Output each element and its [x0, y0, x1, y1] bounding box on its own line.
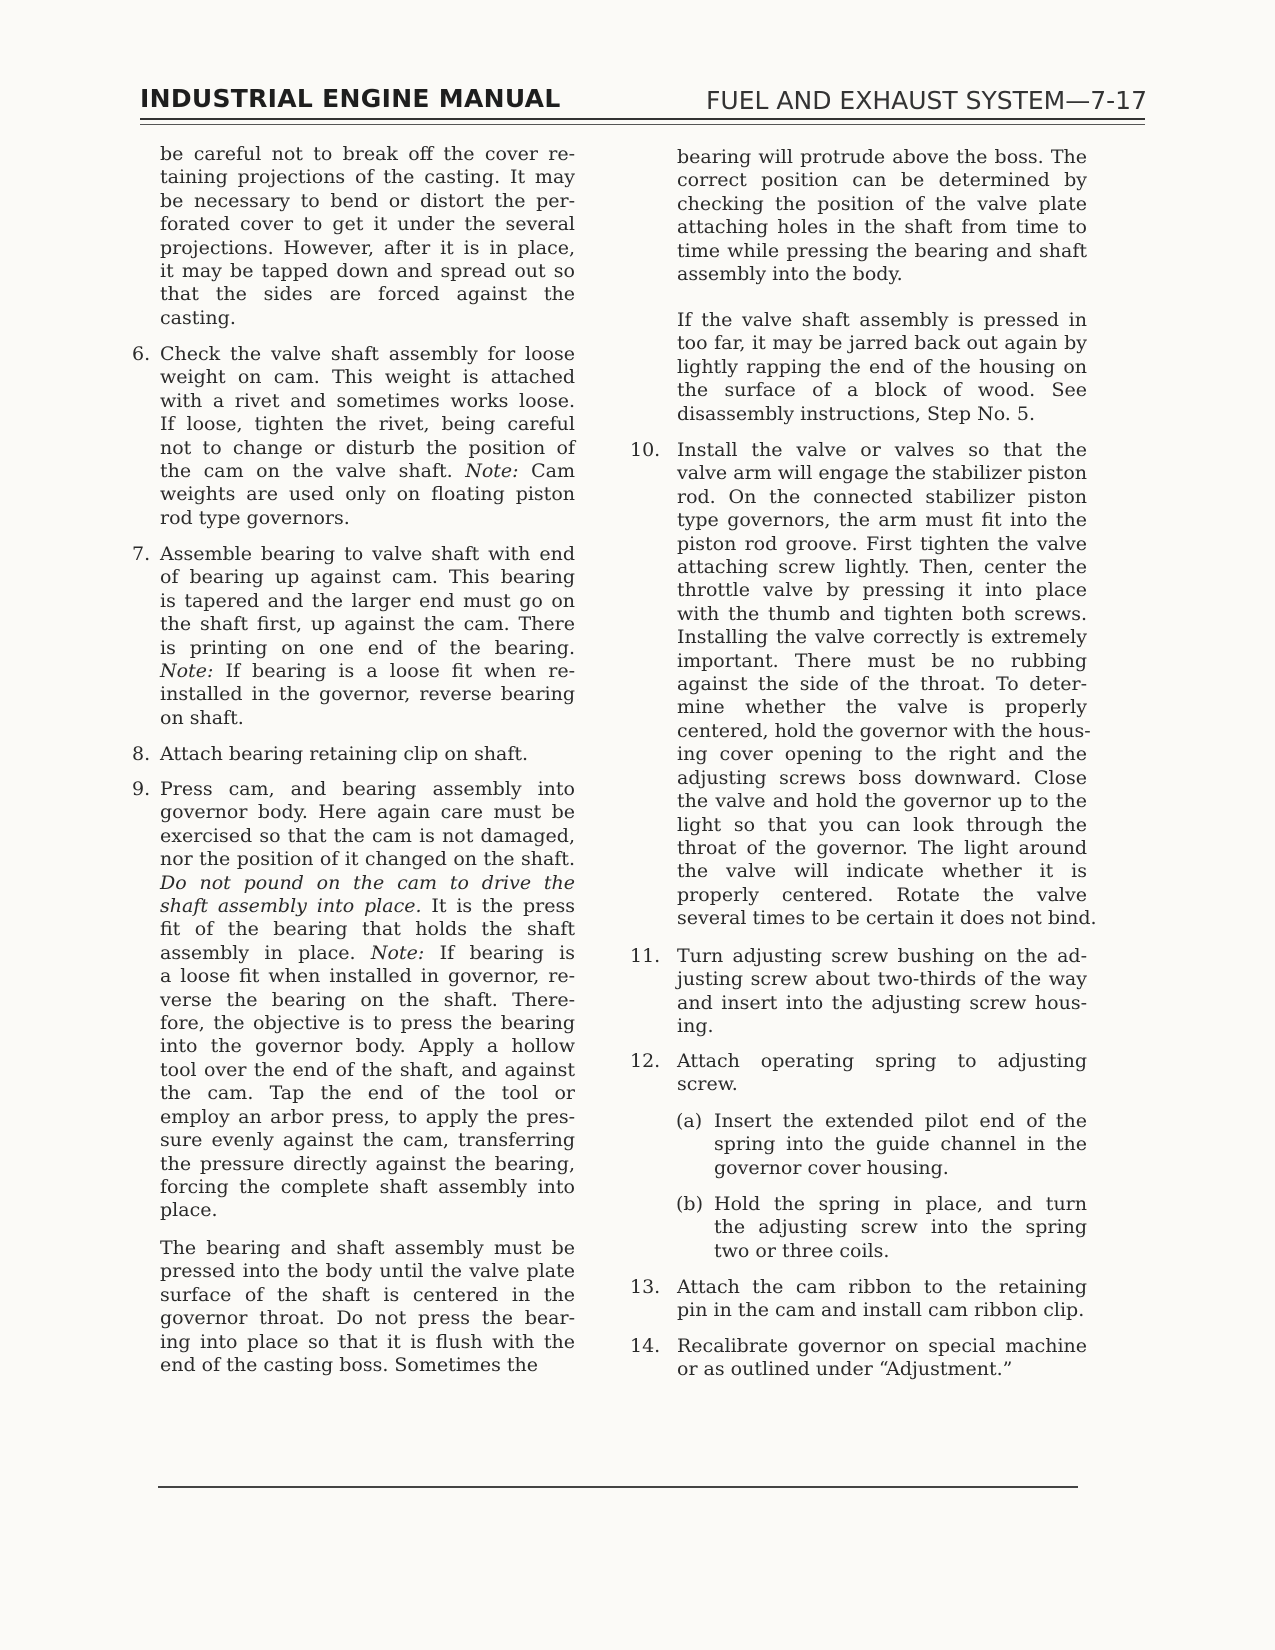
text-line: the pressure directly against the bearing, [160, 1152, 575, 1175]
text-line: weight on cam. This weight is attached [160, 366, 575, 389]
text-line: too far, it may be jarred back out again by [677, 332, 1087, 355]
step-number: 6. [132, 343, 151, 365]
text-line: Check the valve shaft assembly for loose [160, 343, 575, 365]
numbered-step [630, 945, 1087, 1039]
text-line: nor the position of it changed on the shaft. [160, 848, 575, 871]
paragraph [160, 1237, 575, 1377]
text-line: a loose fit when installed in governor, re- [160, 965, 575, 988]
text-line: Attach operating spring to adjusting [677, 1050, 1087, 1072]
text-line: Assemble bearing to valve shaft with end [160, 543, 575, 565]
italic-text: Note: [370, 941, 425, 964]
text-line: lightly rapping the end of the housing on [677, 355, 1087, 378]
text-line: rod type governors. [160, 506, 350, 529]
text-line: If loose, tighten the rivet, being careful [160, 413, 575, 436]
text-line: that the sides are forced against the [160, 283, 575, 306]
text-line: adjusting screws boss downward. Close [677, 766, 1087, 789]
text-line: taining projections of the casting. It may [160, 166, 575, 189]
text-line: into the governor body. Apply a hollow [160, 1035, 575, 1058]
step-number: (b) [676, 1193, 703, 1215]
text-line: Attach the cam ribbon to the retaining [677, 1276, 1087, 1298]
text-line: Note: If bearing is a loose fit when re- [160, 660, 575, 683]
text-line: fore, the objective is to press the bearing [160, 1012, 575, 1035]
text-line: rod. On the connected stabilizer piston [677, 485, 1087, 508]
step-number: 14. [630, 1335, 661, 1357]
text-line: and insert into the adjusting screw hous- [677, 991, 1087, 1014]
text-line: on shaft. [160, 706, 244, 729]
step-number: 7. [132, 543, 151, 565]
text-line: surface of the shaft is centered in the [160, 1283, 575, 1306]
text-line: employ an arbor press, to apply the pres- [160, 1105, 575, 1128]
text-line: with a rivet and sometimes works loose. [160, 389, 575, 412]
numbered-step [132, 778, 576, 1223]
footer-rule [158, 1486, 1078, 1488]
step-number: 10. [630, 439, 661, 461]
text-line: mine whether the valve is properly [677, 696, 1087, 719]
text-line: verse the bearing on the shaft. There- [160, 988, 575, 1011]
text-line: justing screw about two-thirds of the way [677, 968, 1087, 991]
text-line: Press cam, and bearing assembly into [160, 778, 575, 800]
text-line: type governors, the arm must fit into the [677, 509, 1087, 532]
text-line: fit of the bearing that holds the shaft [160, 918, 575, 941]
header-rule [140, 118, 1145, 120]
text-line: screw. [677, 1073, 738, 1096]
step-number: 12. [630, 1050, 661, 1072]
text-line: Insert the extended pilot end of the [714, 1110, 1087, 1132]
numbered-step [630, 1335, 1087, 1382]
numbered-step [630, 1050, 1087, 1097]
step-number: 13. [630, 1276, 661, 1298]
text-line: projections. However, after it is in place, [160, 236, 575, 259]
numbered-step [132, 343, 575, 530]
text-line: time while pressing the bearing and shaft [677, 239, 1087, 262]
sub-step [676, 1110, 1087, 1180]
text-line: the valve and hold the governor up to the [677, 790, 1087, 813]
text-line: pin in the cam and install cam ribbon clip. [677, 1299, 1085, 1322]
text-line: the valve will indicate whether it is [677, 860, 1087, 883]
text-line: Turn adjusting screw bushing on the ad- [677, 945, 1087, 967]
paragraph [677, 146, 1087, 286]
text-line: sure evenly against the cam, transferring [160, 1129, 575, 1152]
text-line: with the thumb and tighten both screws. [677, 602, 1087, 625]
text-line: attaching screw lightly. Then, center the [677, 556, 1087, 579]
italic-text: shaft assembly into place. [160, 895, 422, 918]
text-line: or as outlined under “Adjustment.” [677, 1358, 1013, 1381]
text-line: ing cover opening to the right and the [677, 743, 1087, 766]
text-line: be necessary to bend or distort the per- [160, 189, 575, 212]
numbered-step [630, 439, 1097, 931]
text-line: governor body. Here again care must be [160, 801, 575, 824]
running-header-title: INDUSTRIAL ENGINE MANUAL [140, 84, 561, 113]
numbered-step [132, 543, 575, 730]
text-line: against the side of the throat. To deter- [677, 673, 1087, 696]
text-line: several times to be certain it does not bind. [677, 907, 1097, 930]
text-line: checking the position of the valve plate [677, 192, 1087, 215]
step-number: (a) [676, 1110, 703, 1132]
header-rule-thin [140, 124, 1145, 125]
text-line: Recalibrate governor on special machine [677, 1335, 1087, 1357]
running-header-section-page: FUEL AND EXHAUST SYSTEM—7-17 [706, 86, 1147, 115]
text-line: shaft assembly into place. It is the press [160, 895, 576, 918]
text-line: bearing will protrude above the boss. The [677, 146, 1087, 168]
text-line: be careful not to break off the cover re- [160, 143, 575, 165]
text-line: is tapered and the larger end must go on [160, 589, 575, 612]
text-line: throttle valve by pressing it into place [677, 579, 1087, 602]
text-line: exercised so that the cam is not damaged, [160, 824, 575, 847]
text-line: pressed into the body until the valve plate [160, 1260, 575, 1283]
text-line: place. [160, 1199, 218, 1222]
step-number: 11. [630, 945, 661, 967]
sub-step [676, 1193, 1087, 1263]
text-line: assembly into the body. [677, 263, 903, 286]
text-line: not to change or disturb the position of [160, 436, 575, 459]
text-line: piston rod groove. First tighten the valve [677, 532, 1087, 555]
text-line: it may be tapped down and spread out so [160, 260, 575, 283]
text-line: is printing on one end of the bearing. [160, 636, 575, 659]
text-line: If the valve shaft assembly is pressed in [677, 309, 1087, 331]
text-line: governor cover housing. [714, 1156, 949, 1179]
step-number: 9. [132, 778, 151, 800]
text-line: attaching holes in the shaft from time to [677, 216, 1087, 239]
text-line: important. There must be no rubbing [677, 649, 1087, 672]
numbered-step [630, 1276, 1087, 1323]
text-line: correct position can be determined by [677, 169, 1087, 192]
italic-text: Do not pound on the cam to drive the [160, 871, 575, 894]
italic-text: Note: [465, 460, 519, 483]
text-line: end of the casting boss. Sometimes the [160, 1354, 538, 1377]
step-number: 8. [132, 743, 151, 765]
text-line: forated cover to get it under the several [160, 213, 575, 236]
text-line: the cam on the valve shaft. Note: Cam [160, 460, 575, 483]
paragraph [677, 309, 1087, 426]
text-line: valve arm will engage the stabilizer piston [677, 462, 1087, 485]
text-line: Install the valve or valves so that the [677, 439, 1087, 461]
italic-text: Note: [160, 660, 214, 683]
text-line: throat of the governor. The light around [677, 836, 1087, 859]
text-line: weights are used only on floating piston [160, 483, 575, 506]
text-line: ing into place so that it is flush with the [160, 1330, 575, 1353]
paragraph [160, 143, 575, 330]
text-line: assembly in place. Note: If bearing is [160, 941, 575, 964]
text-line: light so that you can look through the [677, 813, 1087, 836]
text-line: two or three coils. [714, 1239, 890, 1262]
text-line: the shaft first, up against the cam. There [160, 613, 575, 636]
text-line: governor throat. Do not press the bear- [160, 1307, 575, 1330]
text-line: Hold the spring in place, and turn [714, 1193, 1087, 1215]
text-line: forcing the complete shaft assembly into [160, 1175, 575, 1198]
text-line: spring into the guide channel in the [714, 1133, 1087, 1156]
text-line: tool over the end of the shaft, and against [160, 1058, 575, 1081]
text-line: properly centered. Rotate the valve [677, 883, 1087, 906]
text-line: centered, hold the governor with the hous- [677, 719, 1091, 742]
text-line: Attach bearing retaining clip on shaft. [160, 743, 529, 765]
text-line: the surface of a block of wood. See [677, 379, 1087, 402]
text-line: casting. [160, 306, 236, 329]
text-line: The bearing and shaft assembly must be [160, 1237, 575, 1259]
text-line: of bearing up against cam. This bearing [160, 566, 575, 589]
text-line: ing. [677, 1015, 714, 1038]
text-line: the adjusting screw into the spring [714, 1216, 1087, 1239]
text-line [160, 872, 575, 895]
text-line: Installing the valve correctly is extremely [677, 626, 1087, 649]
text-line: disassembly instructions, Step No. 5. [677, 402, 1036, 425]
text-line: installed in the governor, reverse bearing [160, 683, 575, 706]
text-line: the cam. Tap the end of the tool or [160, 1082, 575, 1105]
numbered-step [132, 743, 575, 766]
